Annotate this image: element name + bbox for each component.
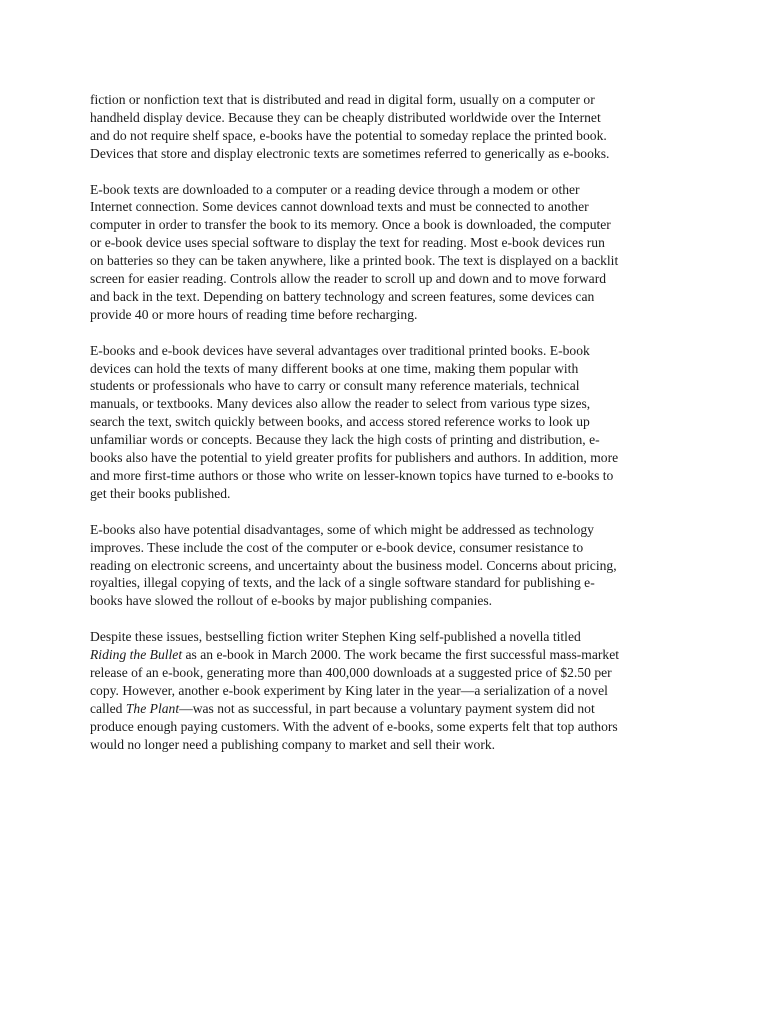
text-line: on batteries so they can be taken anywhere, like a printed book. The text is displayed on a backlit bbox=[90, 253, 619, 269]
text-line: improves. These include the cost of the computer or e-book device, consumer resistance to bbox=[90, 539, 584, 555]
text-run: as an e-book in March 2000. The work became the first successful mass-market bbox=[182, 647, 620, 663]
text-line bbox=[90, 646, 680, 664]
text-line: and more first-time authors or those who write on lesser-known topics have turned to e-books to bbox=[90, 468, 614, 483]
text-line: get their books published. bbox=[90, 485, 231, 501]
paragraph-downloading bbox=[90, 181, 680, 324]
text-line: Devices that store and display electronic texts are sometimes referred to generically as e-books. bbox=[90, 145, 610, 161]
text-line: reading on electronic screens, and uncertainty about the business model. Concerns about pricing, bbox=[90, 557, 617, 573]
text-run: copy. However, another e-book experiment by King later in the year—a serialization of a novel bbox=[90, 682, 608, 698]
text-line: screen for easier reading. Controls allow the reader to scroll up and down and to move forward bbox=[90, 271, 607, 287]
text-run: would no longer need a publishing company to market and sell their work. bbox=[90, 736, 496, 752]
text-line: or e-book device uses special software to display the text for reading. Most e-book devices run bbox=[90, 235, 605, 251]
text-run: —was not as successful, in part because a voluntary payment system did not bbox=[179, 700, 595, 716]
text-line: books also have the potential to yield greater profits for publishers and authors. In addition, more bbox=[90, 450, 619, 466]
text-run: produce enough paying customers. With the advent of e-books, some experts felt that top authors bbox=[90, 718, 618, 734]
paragraph-stephen-king bbox=[90, 628, 680, 753]
italic-title: The Plant bbox=[125, 700, 180, 716]
text-line: devices can hold the texts of many different books at one time, making them popular with bbox=[90, 360, 579, 376]
text-run: called bbox=[90, 700, 126, 716]
text-line: E-books also have potential disadvantages, some of which might be addressed as technology bbox=[90, 521, 594, 537]
text-line: manuals, or textbooks. Many devices also allow the reader to select from various type sizes, bbox=[90, 396, 591, 412]
text-line: and do not require shelf space, e-books have the potential to someday replace the printed book. bbox=[90, 127, 607, 143]
text-line bbox=[90, 700, 680, 718]
article-body bbox=[90, 91, 680, 771]
paragraph-disadvantages bbox=[90, 521, 680, 611]
text-line bbox=[90, 664, 680, 682]
text-line: unfamiliar words or concepts. Because they lack the high costs of printing and distribution, e- bbox=[90, 432, 600, 448]
text-line: royalties, illegal copying of texts, and the lack of a single software standard for publishing e- bbox=[90, 575, 595, 591]
text-line: Internet connection. Some devices cannot download texts and must be connected to another bbox=[90, 199, 589, 215]
text-line: and back in the text. Depending on battery technology and screen features, some devices can bbox=[90, 288, 595, 304]
text-line bbox=[90, 628, 680, 646]
italic-title: Riding the Bullet bbox=[90, 647, 183, 663]
text-run: Despite these issues, bestselling fiction writer Stephen King self-published a novella titled bbox=[90, 629, 581, 645]
text-line: search the text, switch quickly between books, and access stored reference works to look up bbox=[90, 414, 590, 430]
text-line bbox=[90, 682, 680, 700]
text-line: books have slowed the rollout of e-books by major publishing companies. bbox=[90, 593, 493, 609]
text-line: students or professionals who have to carry or consult many reference materials, technical bbox=[90, 378, 580, 394]
text-run: release of an e-book, generating more than 400,000 downloads at a suggested price of $2.50 per bbox=[90, 664, 612, 680]
text-line: handheld display device. Because they can be cheaply distributed worldwide over the Internet bbox=[90, 109, 601, 125]
text-line: fiction or nonfiction text that is distributed and read in digital form, usually on a computer or bbox=[90, 92, 595, 107]
text-line: E-book texts are downloaded to a computer or a reading device through a modem or other bbox=[90, 181, 580, 197]
text-line: computer in order to transfer the book to its memory. Once a book is downloaded, the computer bbox=[90, 217, 611, 233]
text-line: E-books and e-book devices have several advantages over traditional printed books. E-book bbox=[90, 342, 590, 358]
paragraph-definition bbox=[90, 91, 680, 163]
text-line: provide 40 or more hours of reading time before recharging. bbox=[90, 306, 418, 322]
text-line bbox=[90, 736, 680, 754]
text-line bbox=[90, 718, 680, 736]
paragraph-advantages bbox=[90, 342, 680, 503]
